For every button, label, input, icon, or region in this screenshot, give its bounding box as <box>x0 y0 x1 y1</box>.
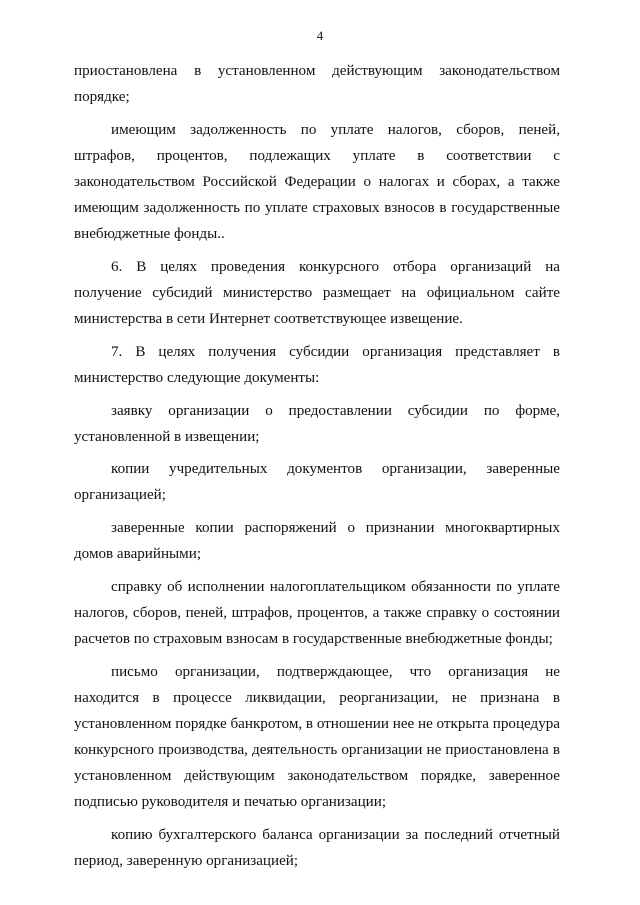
page-number: 4 <box>316 28 324 43</box>
paragraph-tax-certificate: справку об исполнении налогоплательщиком обязанности по уплате налогов, сборов, пеней, штрафов, процентов, а также справку о состоянии расчетов по страховым взносам в государственные внебюджетные фонды; <box>74 578 560 648</box>
paragraph-item-7-documents: 7. В целях получения субсидии организация представляет в министерство следующие документы: <box>74 343 560 386</box>
paragraph-balance-sheet: копию бухгалтерского баланса организации за последний отчетный период, заверенную организацией; <box>74 826 560 869</box>
paragraph-suspended-order: приостановлена в установленном действующим законодательством порядке; <box>74 63 560 106</box>
paragraph-item-6-notice: 6. В целях проведения конкурсного отбора организаций на получение субсидий министерство размещает на официальном сайте министерства в сети Интернет соответствующее извещение. <box>74 258 560 328</box>
paragraph-organization-letter: письмо организации, подтверждающее, что организация не находится в процессе ликвидации, реорганизации, не признана в установленном порядке банкротом, в отношении нее не открыта процедура конкурсного производства, деятельность организации не приостановлена в установленном действующим законодательством порядке, заверенное подписью руководителя и печатью организации; <box>74 663 560 811</box>
paragraph-emergency-houses-orders: заверенные копии распоряжений о признании многоквартирных домов аварийными; <box>74 520 560 563</box>
paragraph-tax-debt: имеющим задолженность по уплате налогов, сборов, пеней, штрафов, процентов, подлежащих уплате в соответствии с законодательством Российской Федерации о налогах и сборах, а также имеющим задолженность по уплате страховых взносов в государственные внебюджетные фонды.. <box>74 121 560 243</box>
paragraph-founding-documents: копии учредительных документов организации, заверенные организацией; <box>74 461 560 504</box>
document-body <box>74 58 560 874</box>
paragraph-application: заявку организации о предоставлении субсидии по форме, установленной в извещении; <box>74 402 560 445</box>
